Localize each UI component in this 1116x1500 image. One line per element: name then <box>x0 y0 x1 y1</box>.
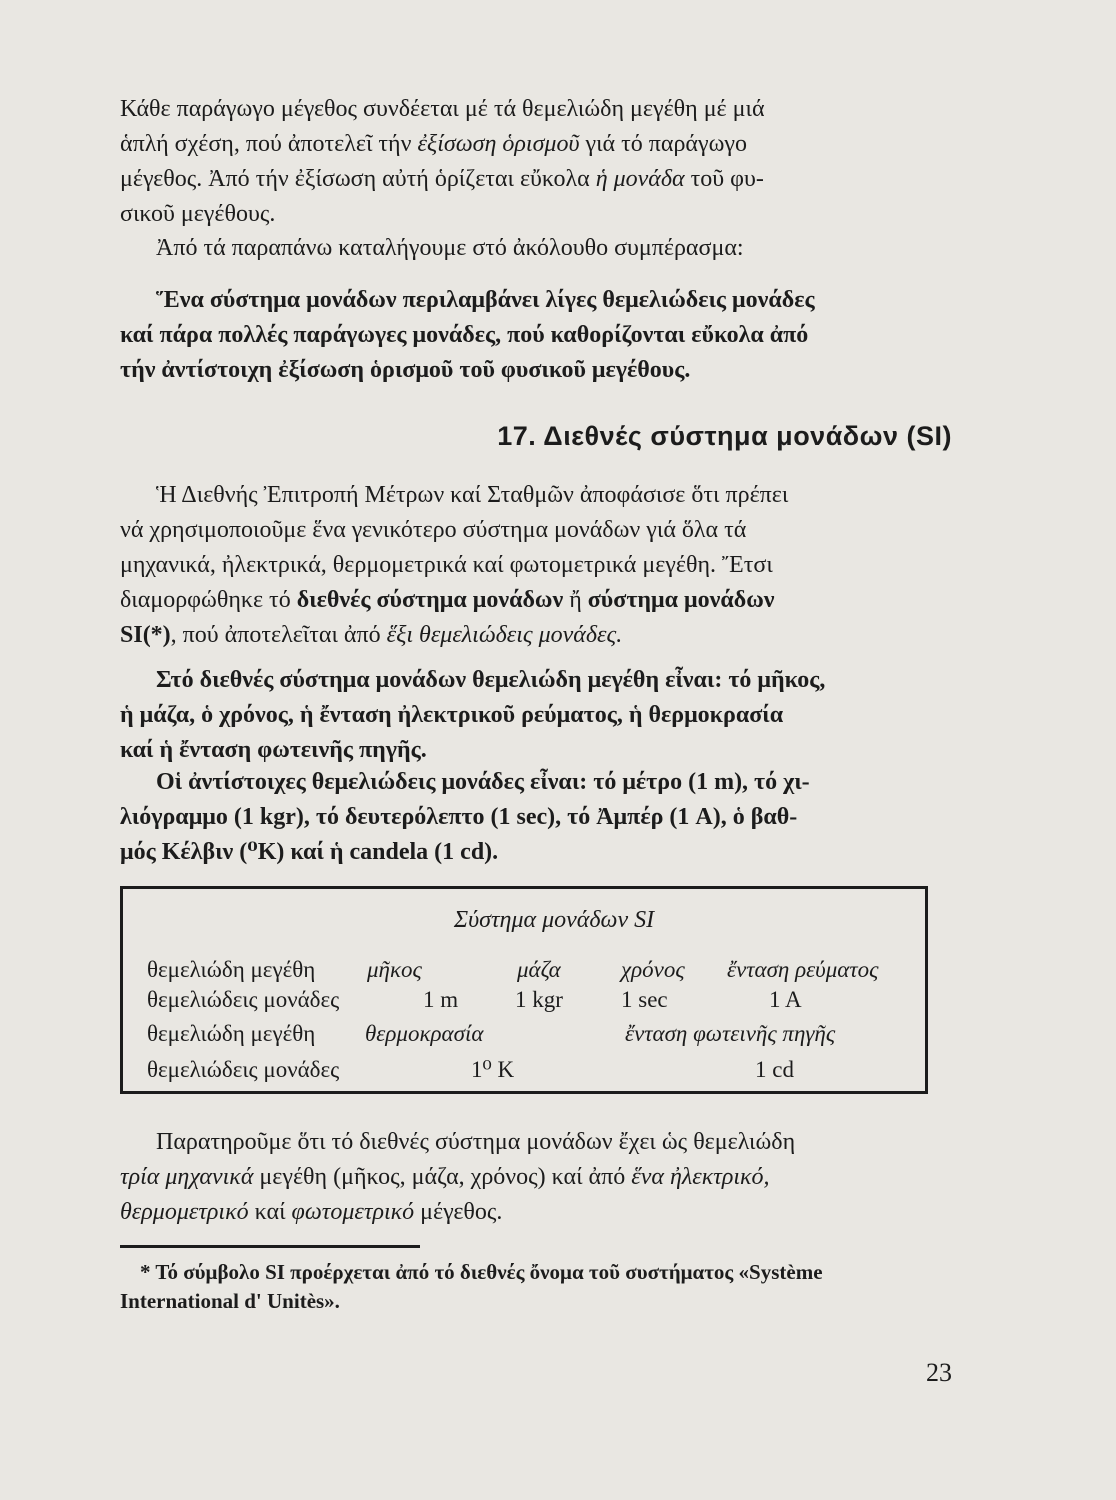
text-line: καί πάρα πολλές παράγωγες μονάδες, πού καθορίζονται εὔκολα ἀπό <box>120 322 809 348</box>
quantity-mass: μάζα <box>517 957 561 982</box>
paragraph-conclusion-bold <box>120 283 952 388</box>
footnote <box>120 1258 952 1316</box>
text-line: Κάθε παράγωγο μέγεθος συνδέεται μέ τά θεμελιώδη μεγέθη μέ μιά <box>120 96 765 122</box>
italic-term: ἕνα ἠλεκτρικό, <box>631 1164 770 1190</box>
bold-term: σύστημα μονάδων <box>587 587 775 613</box>
italic-term: τρία μηχανικά <box>120 1164 254 1190</box>
text-span: μέγεθος. <box>414 1199 503 1225</box>
text-line: ἡ μάζα, ὁ χρόνος, ἡ ἔνταση ἠλεκτρικοῦ ρεύματος, ἡ θερμοκρασία <box>120 702 784 728</box>
text-span: , πού ἀποτελεῖται ἀπό <box>170 622 387 648</box>
text-line: τήν ἀντίστοιχη ἐξίσωση ὁρισμοῦ τοῦ φυσικοῦ μεγέθους. <box>120 357 691 383</box>
text-span: μέγεθος. Ἀπό τήν ἐξίσωση αὐτή ὁρίζεται εὔκολα <box>120 166 596 192</box>
text-line <box>120 1195 952 1230</box>
text-line <box>120 583 952 618</box>
text-line <box>120 618 952 653</box>
footnote-line: * Τό σύμβολο SI προέρχεται ἀπό τό διεθνές ὄνομα τοῦ συστήματος «Système <box>140 1260 823 1284</box>
quantity-luminous-intensity: ἔνταση φωτεινῆς πηγῆς <box>625 1021 836 1046</box>
footnote-ref: SI(*) <box>120 622 171 648</box>
row-label: θεμελιώδη μεγέθη <box>147 1021 316 1046</box>
quantity-current: ἔνταση ρεύματος <box>727 957 879 982</box>
italic-term: ἕξι θεμελιώδεις μονάδες. <box>386 622 623 648</box>
page-number: 23 <box>926 1358 952 1387</box>
table-row <box>147 987 907 1017</box>
text-line: Στό διεθνές σύστημα μονάδων θεμελιώδη μεγέθη εἶναι: τό μῆκος, <box>156 667 826 693</box>
unit-second: 1 sec <box>621 987 668 1012</box>
text-line: μηχανικά, ἠλεκτρικά, θερμομετρικά καί φωτομετρικά μεγέθη. Ἔτσι <box>120 552 773 578</box>
text-line: Παρατηροῦμε ὅτι τό διεθνές σύστημα μονάδων ἔχει ὡς θεμελιώδη <box>156 1129 796 1155</box>
text-line: Οἱ ἀντίστοιχες θεμελιώδεις μονάδες εἶναι: τό μέτρο (1 m), τό χι- <box>156 769 810 795</box>
paragraph-base-quantities <box>120 663 952 768</box>
section-heading: 17. Διεθνές σύστημα μονάδων (SI) <box>497 421 952 451</box>
unit-metre: 1 m <box>423 987 459 1012</box>
quantity-length: μῆκος <box>367 957 422 982</box>
text-line: Ἀπό τά παραπάνω καταλήγουμε στό ἀκόλουθο συμπέρασμα: <box>156 235 744 261</box>
italic-term: ἐξίσωση ὁρισμοῦ <box>417 131 580 157</box>
text-line: Ἡ Διεθνής Ἐπιτροπή Μέτρων καί Σταθμῶν ἀποφάσισε ὅτι πρέπει <box>156 482 789 508</box>
text-line: Ἕνα σύστημα μονάδων περιλαμβάνει λίγες θεμελιώδεις μονάδες <box>156 287 815 313</box>
paragraph-conclusion-lead <box>120 231 952 266</box>
italic-term: θερμομετρικό <box>120 1199 249 1225</box>
text-line <box>120 1160 952 1195</box>
text-line <box>120 162 952 197</box>
footnote-divider <box>120 1245 420 1248</box>
table-title: Σύστημα μονάδων SI <box>453 907 655 933</box>
table-row <box>147 1057 907 1087</box>
text-line: καί ἡ ἔνταση φωτεινῆς πηγῆς. <box>120 737 427 763</box>
si-units-table <box>120 886 928 1094</box>
quantity-temperature: θερμοκρασία <box>365 1021 484 1046</box>
quantity-time: χρόνος <box>621 957 685 982</box>
paragraph-si-decision <box>120 478 952 653</box>
text-span: διαμορφώθηκε τό <box>120 587 297 613</box>
text-line <box>120 127 952 162</box>
unit-candela: 1 cd <box>755 1057 794 1082</box>
unit-ampere: 1 A <box>769 987 802 1012</box>
unit-kelvin: 1⁰ K <box>471 1057 515 1082</box>
table-row <box>147 1021 907 1051</box>
italic-term: ἡ μονάδα <box>595 166 685 192</box>
italic-term: φωτομετρικό <box>291 1199 415 1225</box>
row-label: θεμελιώδεις μονάδες <box>147 1057 340 1082</box>
text-line: λιόγραμμο (1 kgr), τό δευτερόλεπτο (1 sec), τό Ἀμπέρ (1 A), ὁ βαθ- <box>120 804 798 830</box>
text-line: σικοῦ μεγέθους. <box>120 201 276 227</box>
row-label: θεμελιώδεις μονάδες <box>147 987 340 1012</box>
unit-kilogram: 1 kgr <box>515 987 563 1012</box>
text-line: μός Κέλβιν (⁰K) καί ἡ candela (1 cd). <box>120 839 499 865</box>
text-span: γιά τό παράγωγο <box>579 131 748 157</box>
paragraph-intro <box>120 92 952 232</box>
text-span: μεγέθη (μῆκος, μάζα, χρόνος) καί ἀπό <box>253 1164 632 1190</box>
paragraph-observation <box>120 1125 952 1230</box>
table-row <box>147 957 907 987</box>
text-span: ἁπλή σχέση, πού ἀποτελεῖ τήν <box>120 131 418 157</box>
bold-term: διεθνές σύστημα μονάδων <box>296 587 564 613</box>
text-span: καί <box>248 1199 292 1225</box>
footnote-line: International d' Unitès». <box>120 1289 340 1313</box>
paragraph-base-units <box>120 765 952 870</box>
row-label: θεμελιώδη μεγέθη <box>147 957 316 982</box>
text-span: τοῦ φυ- <box>684 166 764 192</box>
text-span: ἤ <box>563 587 588 613</box>
text-line: νά χρησιμοποιοῦμε ἕνα γενικότερο σύστημα μονάδων γιά ὅλα τά <box>120 517 747 543</box>
